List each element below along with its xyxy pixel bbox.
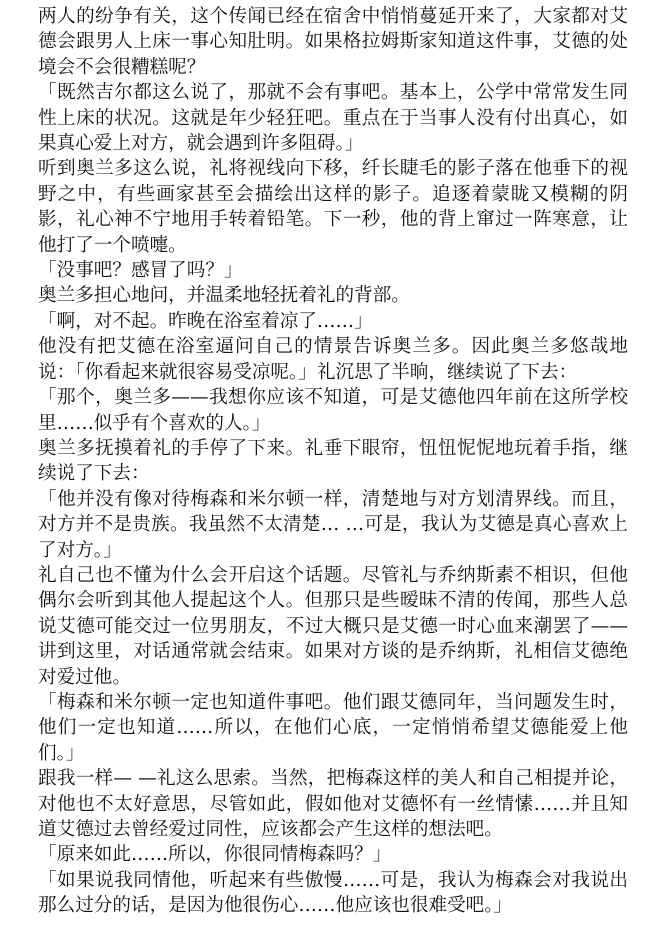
paragraph-11: 礼自己也不懂为什么会开启这个话题。尽管礼与乔纳斯素不相识，但他偶尔会听到其他人提起这个人。但那只是些暧昧不清的传闻，那些人总说艾德可能交过一位男朋友，不过大概只是艾德一时心血来潮罢了——讲到这里，对话通常就会结束。如果对方谈的是乔纳斯，礼相信艾德绝对爱过他。 [38,564,628,688]
paragraph-10: 「他并没有像对待梅森和米尔顿一样，清楚地与对方划清界线。而且，对方并不是贵族。我虽然不太清楚… …可是，我认为艾德是真心喜欢上了对方。」 [38,488,628,561]
paragraph-3: 听到奥兰多这么说，礼将视线向下移，纤长睫毛的影子落在他垂下的视野之中，有些画家甚至会描绘出这样的影子。追逐着蒙眬又模糊的阴影，礼心神不宁地用手转着铅笔。下一秒，他的背上窜过一阵寒意，让他打了一个喷嚏。 [38,158,628,256]
paragraph-13: 跟我一样— —礼这么思索。当然，把梅森这样的美人和自己相提并论，对他也不太好意思，尽管如此，假如他对艾德怀有一丝情愫……并且知道艾德过去曾经爱过同性，应该都会产生这样的想法吧。 [38,768,628,840]
paragraph-4: 「没事吧？感冒了吗？」 [38,260,243,282]
paragraph-5: 奥兰多担心地问，并温柔地轻抚着礼的背部。 [38,285,410,307]
paragraph-6: 「啊，对不起。昨晚在浴室着凉了……」 [38,310,373,332]
paragraph-7: 他没有把艾德在浴室逼问自己的情景告诉奥兰多。因此奥兰多悠哉地说：「你看起来就很容易受凉呢。」礼沉思了半晌，继续说了下去： [38,336,628,383]
paragraph-15: 「如果说我同情他，听起来有些傲慢……可是，我认为梅森会对我说出那么过分的话，是因为他很伤心……他应该也很难受吧。」 [38,869,628,917]
paragraph-8: 「那个，奥兰多——我想你应该不知道，可是艾德他四年前在这所学校里……似乎有个喜欢的人。」 [38,387,628,434]
document-page [38,4,628,919]
paragraph-12: 「梅森和米尔顿一定也知道件事吧。他们跟艾德同年，当问题发生时，他们一定也知道……所以，在他们心底，一定悄悄希望艾德能爱上他们。」 [38,691,628,764]
paragraph-9: 奥兰多抚摸着礼的手停了下来。礼垂下眼帘，忸忸怩怩地玩着手指，继续说了下去： [38,437,628,485]
paragraph-14: 「原来如此……所以，你很同情梅森吗？」 [38,844,392,866]
paragraph-2: 「既然吉尔都这么说了，那就不会有事吧。基本上，公学中常常发生同性上床的状况。这就是年少轻狂吧。重点在于当事人没有付出真心，如果真心爱上对方，就会遇到许多阻碍。」 [38,82,628,155]
paragraph-1: 两人的纷争有关，这个传闻已经在宿舍中悄悄蔓延开来了，大家都对艾德会跟男人上床一事心知肚明。如果格拉姆斯家知道这件事，艾德的处境会不会很糟糕呢？ [38,6,628,78]
